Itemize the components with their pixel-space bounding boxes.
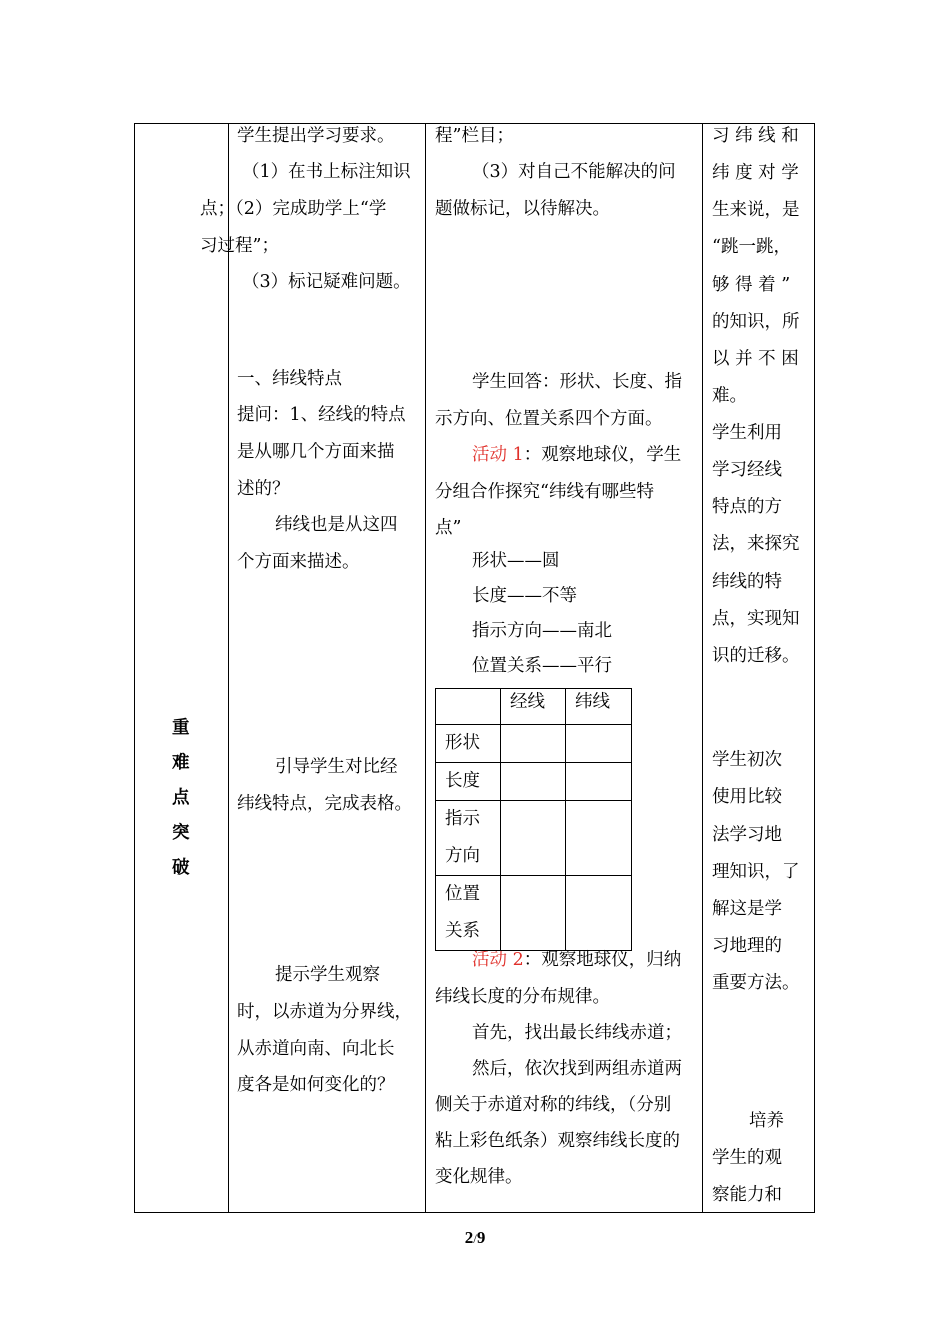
teacher-text: 述的？	[237, 479, 290, 499]
intent-text: 够 得 着 ”	[712, 275, 791, 295]
teacher-text: 学生提出学习要求。	[237, 126, 395, 146]
intent-text: 点，实现知	[712, 609, 800, 629]
table-header: 经线	[501, 689, 566, 725]
student-text: 纬线长度的分布规律。	[435, 987, 610, 1007]
student-text: 位置关系——平行	[472, 656, 612, 676]
teacher-text: 从赤道向南、向北长	[237, 1039, 395, 1059]
teacher-text: （3）标记疑难问题。	[242, 272, 411, 292]
intent-text: 纬线的特	[712, 572, 782, 592]
intent-text: 培养	[749, 1111, 784, 1131]
intent-text: 学生的观	[712, 1148, 782, 1168]
teacher-text: 引导学生对比经	[275, 757, 398, 777]
intent-text: 学生利用	[712, 423, 782, 443]
student-text: （3）对自己不能解决的问	[472, 162, 676, 182]
intent-text: 重要方法。	[712, 973, 800, 993]
table-cell	[501, 725, 566, 763]
student-text: 学生回答：形状、长度、指	[472, 372, 682, 392]
student-text: 分组合作探究“纬线有哪些特	[435, 482, 654, 502]
student-text: 程”栏目；	[435, 126, 514, 146]
intent-text: 使用比较	[712, 787, 782, 807]
intent-text: 习地理的	[712, 936, 782, 956]
activity-label: 活动 1	[472, 445, 524, 465]
table-cell	[501, 876, 566, 951]
lesson-table	[134, 123, 815, 1213]
intent-text: 解这是学	[712, 899, 782, 919]
row-label: 长度	[436, 763, 501, 801]
table-cell	[501, 763, 566, 801]
intent-text: 学生初次	[712, 750, 782, 770]
activity-text: ：观察地球仪，归纳	[523, 950, 682, 970]
activity-text: ：观察地球仪，学生	[523, 445, 682, 465]
section-label-char: 重	[172, 718, 190, 738]
table-cell	[566, 763, 632, 801]
student-text: 指示方向——南北	[472, 621, 612, 641]
intent-text: 理知识，了	[712, 862, 800, 882]
row-label: 指示 方向	[436, 801, 501, 876]
teacher-text: 提问：1、经线的特点	[237, 405, 406, 425]
row-label: 位置 关系	[436, 876, 501, 951]
teacher-text: 习过程”；	[200, 236, 279, 256]
table-row	[436, 801, 632, 876]
table-header: 纬线	[566, 689, 632, 725]
section-label-char: 难	[172, 753, 190, 773]
page-number	[0, 1228, 950, 1248]
section-label-char: 点	[172, 788, 190, 808]
teacher-text: 是从哪几个方面来描	[237, 442, 395, 462]
table-row	[436, 689, 632, 725]
teacher-text: 个方面来描述。	[237, 552, 360, 572]
intent-text: 识的迁移。	[712, 646, 800, 666]
student-text: 长度——不等	[472, 586, 577, 606]
intent-text: 习 纬 线 和	[712, 126, 799, 146]
student-text: 粘上彩色纸条）观察纬线长度的	[435, 1131, 680, 1151]
section-label-char: 破	[172, 858, 190, 878]
intent-text: 的知识，所	[712, 312, 800, 332]
intent-text: 特点的方	[712, 497, 782, 517]
student-text: 示方向、位置关系四个方面。	[435, 409, 663, 429]
intent-text: 法，来探究	[712, 534, 800, 554]
teacher-text: 一、纬线特点	[237, 369, 342, 389]
student-text: 形状——圆	[472, 551, 560, 571]
table-cell	[436, 689, 501, 725]
table-row	[436, 876, 632, 951]
teacher-text: 提示学生观察	[275, 965, 380, 985]
teacher-text: （1）在书上标注知识	[242, 162, 411, 182]
intent-text: 察能力和	[712, 1185, 782, 1205]
student-activity-column	[425, 124, 702, 1212]
section-label	[135, 124, 228, 1212]
teacher-text: 纬线特点，完成表格。	[237, 794, 412, 814]
table-cell	[566, 876, 632, 951]
table-cell	[566, 801, 632, 876]
student-text: 首先，找出最长纬线赤道；	[472, 1023, 682, 1043]
intent-text: 以 并 不 困	[712, 349, 799, 369]
page-separator: /	[473, 1231, 477, 1246]
activity-2	[472, 949, 681, 971]
intent-text: 法学习地	[712, 825, 782, 845]
activity-1	[472, 444, 681, 466]
total-pages: 9	[476, 1228, 486, 1247]
design-intent-column	[702, 124, 814, 1212]
teacher-text: 度各是如何变化的？	[237, 1075, 395, 1095]
intent-text: 学习经线	[712, 460, 782, 480]
student-text: 点”	[435, 518, 462, 538]
student-text: 侧关于赤道对称的纬线，（分别	[435, 1095, 672, 1115]
activity-label: 活动 2	[472, 950, 524, 970]
student-text: 变化规律。	[435, 1167, 523, 1187]
table-cell	[566, 725, 632, 763]
section-label-char: 突	[172, 823, 190, 843]
teacher-activity-column	[200, 124, 425, 1212]
intent-text: 纬 度 对 学	[712, 163, 799, 183]
teacher-text: 纬线也是从这四	[275, 515, 398, 535]
current-page: 2	[464, 1228, 474, 1247]
teacher-text: 时，以赤道为分界线，	[237, 1002, 412, 1022]
intent-text: 难。	[712, 386, 747, 406]
teacher-text: 点；（2）完成助学上“学	[200, 199, 387, 219]
student-text: 然后，依次找到两组赤道两	[472, 1059, 682, 1079]
student-text: 题做标记，以待解决。	[435, 199, 610, 219]
intent-text: 生来说，是	[712, 200, 800, 220]
table-cell	[501, 801, 566, 876]
table-row	[436, 725, 632, 763]
row-label: 形状	[436, 725, 501, 763]
intent-text: “跳一跳，	[712, 237, 791, 257]
table-row	[436, 763, 632, 801]
comparison-table	[435, 688, 632, 951]
